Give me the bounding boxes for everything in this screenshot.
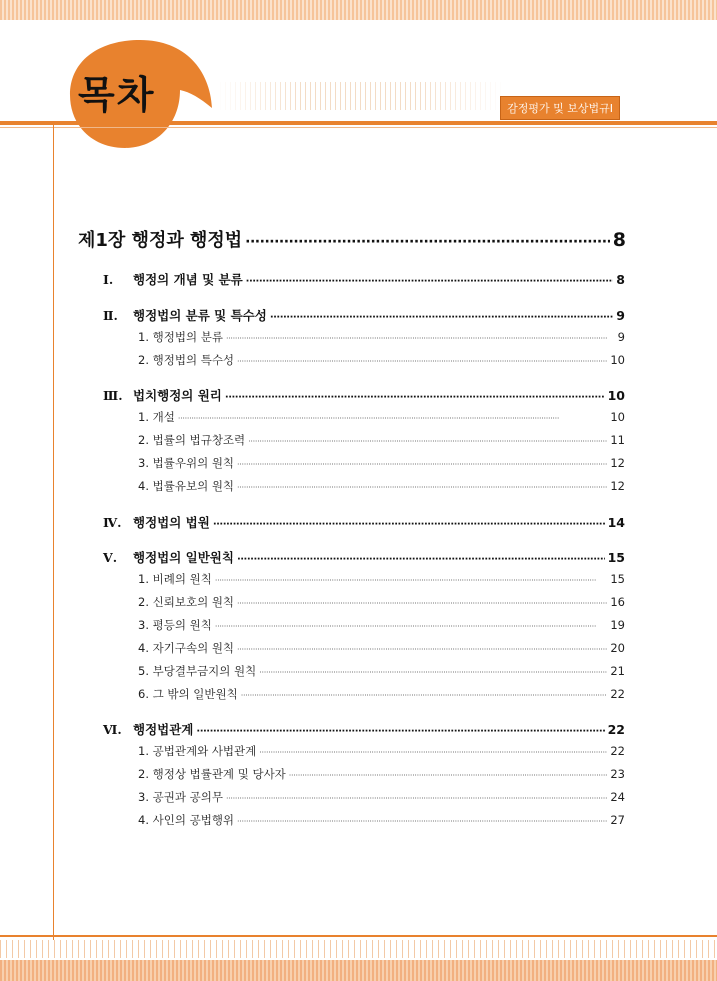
section-page: 8 — [616, 272, 625, 287]
toc-section[interactable] — [103, 386, 625, 404]
footer-band — [0, 960, 717, 981]
toc-item[interactable] — [138, 455, 625, 471]
leader-dots — [259, 668, 607, 677]
toc-item[interactable] — [138, 640, 625, 656]
section-title — [103, 306, 267, 324]
section-number: Ⅴ. — [103, 550, 118, 565]
item-label: 2. 신뢰보호의 원칙 — [138, 595, 235, 609]
footer-stripes — [0, 940, 717, 958]
leader-dots — [237, 357, 607, 366]
section-page: 9 — [616, 308, 625, 323]
section-label: 행정법의 분류 및 특수성 — [133, 308, 267, 323]
section-label: 행정법의 법원 — [133, 515, 210, 530]
toc-item[interactable] — [138, 766, 625, 782]
leader-dots — [248, 437, 607, 446]
toc-section[interactable] — [103, 513, 625, 531]
toc-item[interactable] — [138, 571, 625, 587]
section-number: Ⅱ. — [103, 308, 118, 323]
item-label: 6. 그 밖의 일반원칙 — [138, 687, 238, 701]
section-number: Ⅲ. — [103, 388, 123, 403]
item-label: 4. 자기구속의 원칙 — [138, 641, 235, 655]
item-label: 4. 법률유보의 원칙 — [138, 479, 235, 493]
section-number: Ⅰ. — [103, 272, 114, 287]
item-label: 1. 개설 — [138, 410, 175, 424]
section-title — [103, 548, 234, 566]
section-page: 15 — [607, 550, 625, 565]
item-label: 1. 행정법의 분류 — [138, 330, 223, 344]
section-title — [103, 720, 193, 738]
section-title — [103, 513, 210, 531]
leader-dots — [245, 234, 610, 250]
section-title — [103, 270, 243, 288]
book-title-badge: 감정평가 및 보상법규Ⅰ — [500, 96, 620, 120]
toc-item[interactable] — [138, 743, 625, 759]
toc-chapter[interactable] — [78, 226, 626, 252]
toc-section[interactable] — [103, 270, 625, 288]
item-page: 15 — [610, 572, 625, 586]
leader-dots — [196, 726, 604, 737]
item-label: 2. 행정상 법률관계 및 당사자 — [138, 767, 286, 781]
toc-item[interactable] — [138, 812, 625, 828]
item-page: 12 — [610, 479, 625, 493]
leader-dots — [226, 334, 615, 343]
leader-dots — [226, 794, 607, 803]
leader-dots — [178, 414, 608, 423]
toc-item[interactable] — [138, 663, 625, 679]
section-label: 행정의 개념 및 분류 — [133, 272, 243, 287]
toc-item[interactable] — [138, 617, 625, 633]
footer-rule — [0, 935, 717, 937]
leader-dots — [237, 483, 607, 492]
leader-dots — [237, 554, 605, 565]
item-page: 21 — [610, 664, 625, 678]
leader-dots — [237, 645, 607, 654]
item-page: 24 — [610, 790, 625, 804]
toc-item[interactable] — [138, 686, 625, 702]
leader-dots — [215, 622, 608, 631]
item-label: 2. 행정법의 특수성 — [138, 353, 235, 367]
header-rule-thin — [0, 127, 717, 128]
leader-dots — [215, 576, 608, 585]
leader-dots — [259, 748, 607, 757]
section-number: Ⅳ. — [103, 515, 122, 530]
section-label: 행정법의 일반원칙 — [133, 550, 234, 565]
header-rule — [0, 121, 717, 125]
item-page: 12 — [610, 456, 625, 470]
toc-item[interactable] — [138, 352, 625, 368]
toc-item[interactable] — [138, 409, 625, 425]
toc-item[interactable] — [138, 594, 625, 610]
toc-item[interactable] — [138, 478, 625, 494]
left-margin-rule — [53, 125, 54, 940]
item-label: 3. 평등의 원칙 — [138, 618, 212, 632]
leader-dots — [213, 519, 605, 530]
toc-section[interactable] — [103, 548, 625, 566]
leader-dots — [246, 276, 614, 287]
header-decoration — [215, 82, 505, 110]
leader-dots — [225, 392, 605, 403]
item-page: 27 — [610, 813, 625, 827]
item-page: 10 — [610, 353, 625, 367]
toc-logo-text: 목차 — [78, 73, 156, 117]
leader-dots — [237, 460, 607, 469]
toc-item[interactable] — [138, 432, 625, 448]
item-label: 5. 부당결부금지의 원칙 — [138, 664, 257, 678]
section-label: 행정법관계 — [133, 722, 194, 737]
section-number: Ⅵ. — [103, 722, 122, 737]
section-page: 10 — [607, 388, 625, 403]
item-label: 3. 법률우위의 원칙 — [138, 456, 235, 470]
item-label: 3. 공권과 공의무 — [138, 790, 223, 804]
item-page: 20 — [610, 641, 625, 655]
item-label: 1. 공법관계와 사법관계 — [138, 744, 257, 758]
section-page: 22 — [607, 722, 625, 737]
toc-section[interactable] — [103, 720, 625, 738]
item-page: 22 — [610, 687, 625, 701]
leader-dots — [289, 771, 608, 780]
chapter-page: 8 — [612, 229, 626, 251]
section-page: 14 — [607, 515, 625, 530]
leader-dots — [241, 691, 608, 700]
item-page: 22 — [610, 744, 625, 758]
toc-section[interactable] — [103, 306, 625, 324]
section-title — [103, 386, 222, 404]
leader-dots — [237, 599, 607, 608]
toc-item[interactable] — [138, 329, 625, 345]
item-page: 23 — [610, 767, 625, 781]
item-label: 4. 사인의 공법행위 — [138, 813, 235, 827]
section-label: 법치행정의 원리 — [133, 388, 222, 403]
item-page: 11 — [610, 433, 625, 447]
toc-item[interactable] — [138, 789, 625, 805]
item-page: 10 — [610, 410, 625, 424]
item-page: 16 — [610, 595, 625, 609]
leader-dots — [270, 312, 613, 323]
item-page: 9 — [617, 330, 625, 344]
leader-dots — [237, 817, 607, 826]
item-label: 2. 법률의 법규창조력 — [138, 433, 246, 447]
item-page: 19 — [610, 618, 625, 632]
chapter-title: 제1장 행정과 행정법 — [78, 230, 243, 251]
item-label: 1. 비례의 원칙 — [138, 572, 212, 586]
